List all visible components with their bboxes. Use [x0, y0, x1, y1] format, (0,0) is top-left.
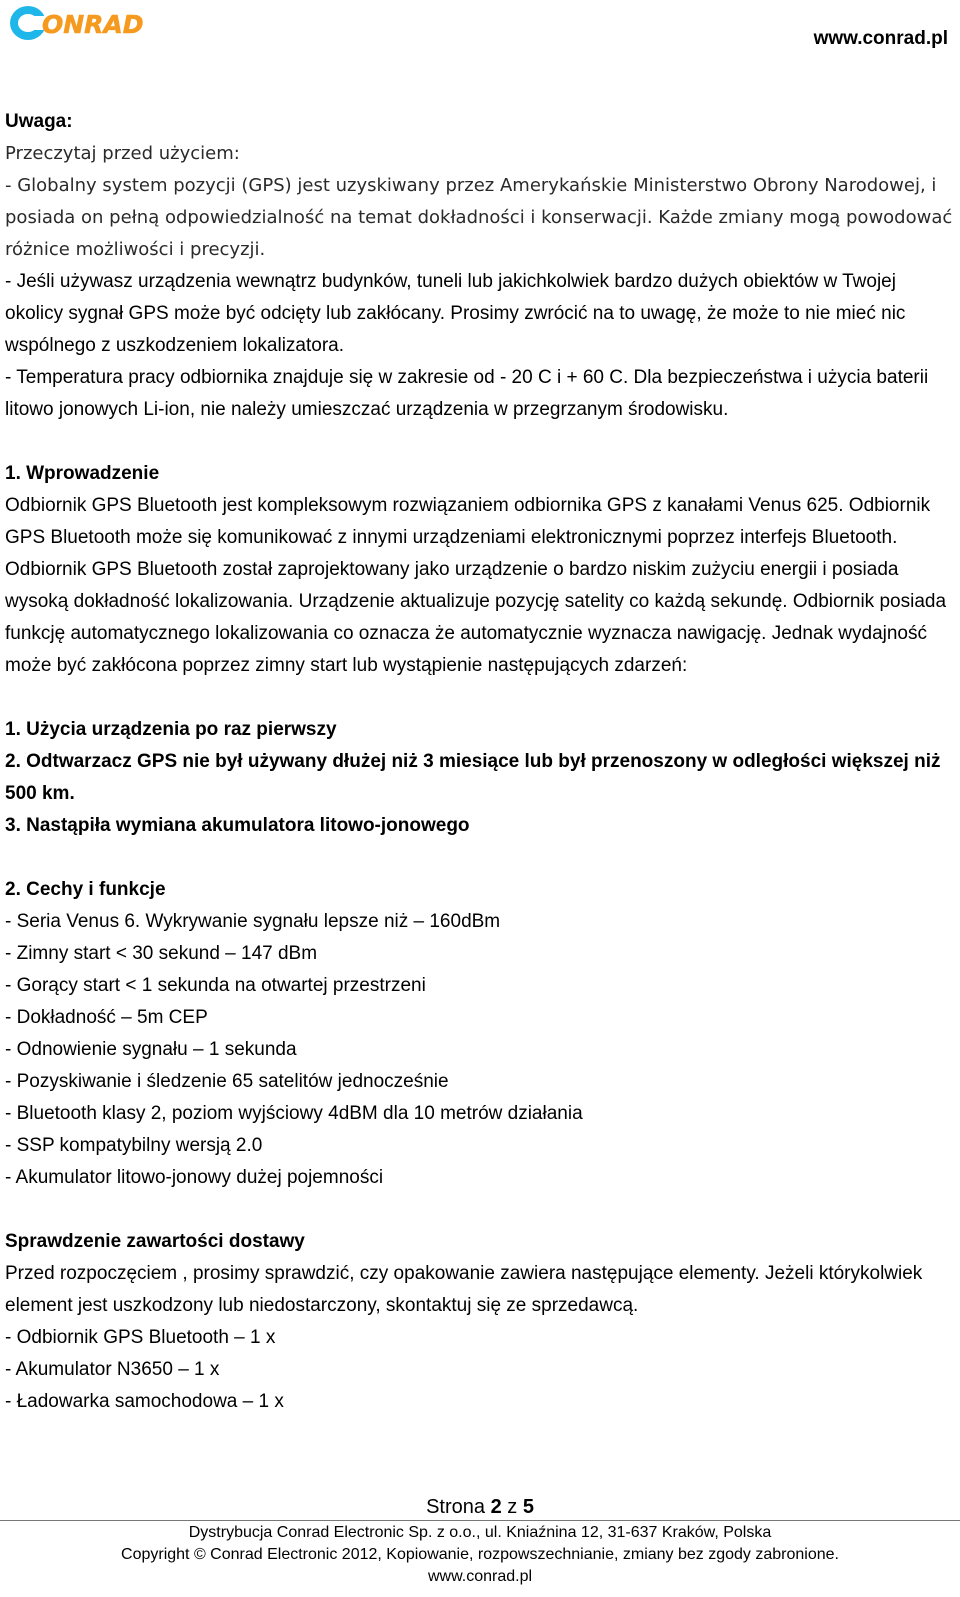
feature-item: - Gorący start < 1 sekunda na otwartej przestrzeni [5, 975, 426, 996]
footer [0, 1522, 960, 1588]
section-heading-features: 2. Cechy i funkcje [5, 879, 166, 900]
svg-text:ONRAD: ONRAD [42, 10, 144, 39]
feature-item: - Zimny start < 30 sekund – 147 dBm [5, 943, 318, 964]
notice-paragraph: - Jeśli używasz urządzenia wewnątrz budynków, tuneli lub jakichkolwiek bardzo dużych obiektów w Twojej okolicy sygnał GPS może być odcięty lub zakłócany. Prosimy zwrócić na to uwagę, że może to nie mieć nic wspólnego z uszkodzeniem lokalizatora. [5, 271, 906, 356]
feature-item: - Pozyskiwanie i śledzenie 65 satelitów jednocześnie [5, 1071, 449, 1092]
document-body [5, 106, 953, 1418]
notice-paragraph: - Temperatura pracy odbiornika znajduje się w zakresie od - 20 C i + 60 C. Dla bezpieczeństwa i użycia baterii litowo jonowych Li-ion, nie należy umieszczać urządzenia w przegrzanym środowisku. [5, 367, 929, 420]
notice-title: Uwaga: [5, 111, 73, 132]
page-number [0, 1496, 960, 1519]
feature-item: - SSP kompatybilny wersją 2.0 [5, 1135, 263, 1156]
notice-line: - Globalny system pozycji (GPS) jest uzyskiwany przez Amerykańskie Ministerstwo Obrony Narodowej, i posiada on pełną odpowiedzialność na temat dokładności i konserwacji. Każde zmiany mogą powodować różnice możliwości i precyzji. [5, 175, 953, 260]
footer-divider [0, 1520, 960, 1521]
footer-copyright: Copyright © Conrad Electronic 2012, Kopiowanie, rozpowszechnianie, zmiany bez zgody zabronione. [121, 1546, 839, 1563]
feature-item: - Odnowienie sygnału – 1 sekunda [5, 1039, 297, 1060]
header-site-url[interactable]: www.conrad.pl [813, 28, 948, 49]
contents-paragraph: Przed rozpoczęciem , prosimy sprawdzić, czy opakowanie zawiera następujące elementy. Jeżeli którykolwiek element jest uszkodzony lub niedostarczony, skontaktuj się ze sprzedawcą. [5, 1263, 923, 1316]
footer-address: Dystrybucja Conrad Electronic Sp. z o.o., ul. Kniaźnina 12, 31-637 Kraków, Polska [188, 1524, 772, 1541]
feature-item: - Bluetooth klasy 2, poziom wyjściowy 4dBM dla 10 metrów działania [5, 1103, 583, 1124]
feature-item: - Dokładność – 5m CEP [5, 1007, 208, 1028]
contents-item: - Akumulator N3650 – 1 x [5, 1359, 220, 1380]
page-current: 2 [490, 1496, 502, 1518]
feature-item: - Akumulator litowo-jonowy dużej pojemności [5, 1167, 384, 1188]
footer-url[interactable]: www.conrad.pl [427, 1568, 533, 1585]
feature-item: - Seria Venus 6. Wykrywanie sygnału lepsze niż – 160dBm [5, 911, 501, 932]
contents-item: - Odbiornik GPS Bluetooth – 1 x [5, 1327, 276, 1348]
contents-item: - Ładowarka samochodowa – 1 x [5, 1391, 284, 1412]
notice-line: Przeczytaj przed użyciem: [5, 143, 240, 164]
section-heading-contents: Sprawdzenie zawartości dostawy [5, 1231, 305, 1252]
page-separator: z [507, 1496, 518, 1518]
event-item: 1. Użycia urządzenia po raz pierwszy [5, 719, 337, 740]
event-item: 3. Nastąpiła wymiana akumulatora litowo-jonowego [5, 815, 470, 836]
conrad-logo [6, 2, 166, 44]
page-label: Strona [426, 1496, 485, 1518]
event-item: 2. Odtwarzacz GPS nie był używany dłużej niż 3 miesiące lub był przenoszony w odległości większej niż 500 km. [5, 751, 941, 804]
section-heading-intro: 1. Wprowadzenie [5, 463, 160, 484]
page-total: 5 [522, 1496, 534, 1518]
intro-paragraph: Odbiornik GPS Bluetooth jest kompleksowym rozwiązaniem odbiornika GPS z kanałami Venus 625. Odbiornik GPS Bluetooth może się komunikować z innymi urządzeniami elektronicznymi poprzez interfejs Bluetooth. Odbiornik GPS Bluetooth został zaprojektowany jako urządzenie o bardzo niskim zużyciu energii i posiada wysoką dokładność lokalizowania. Urządzenie aktualizuje pozycję satelity co każdą sekundę. Odbiornik posiada funkcję automatycznego lokalizowania co oznacza że automatycznie wyznacza nawigację. Jednak wydajność może być zakłócona poprzez zimny start lub wystąpienie następujących zdarzeń: [5, 495, 947, 676]
